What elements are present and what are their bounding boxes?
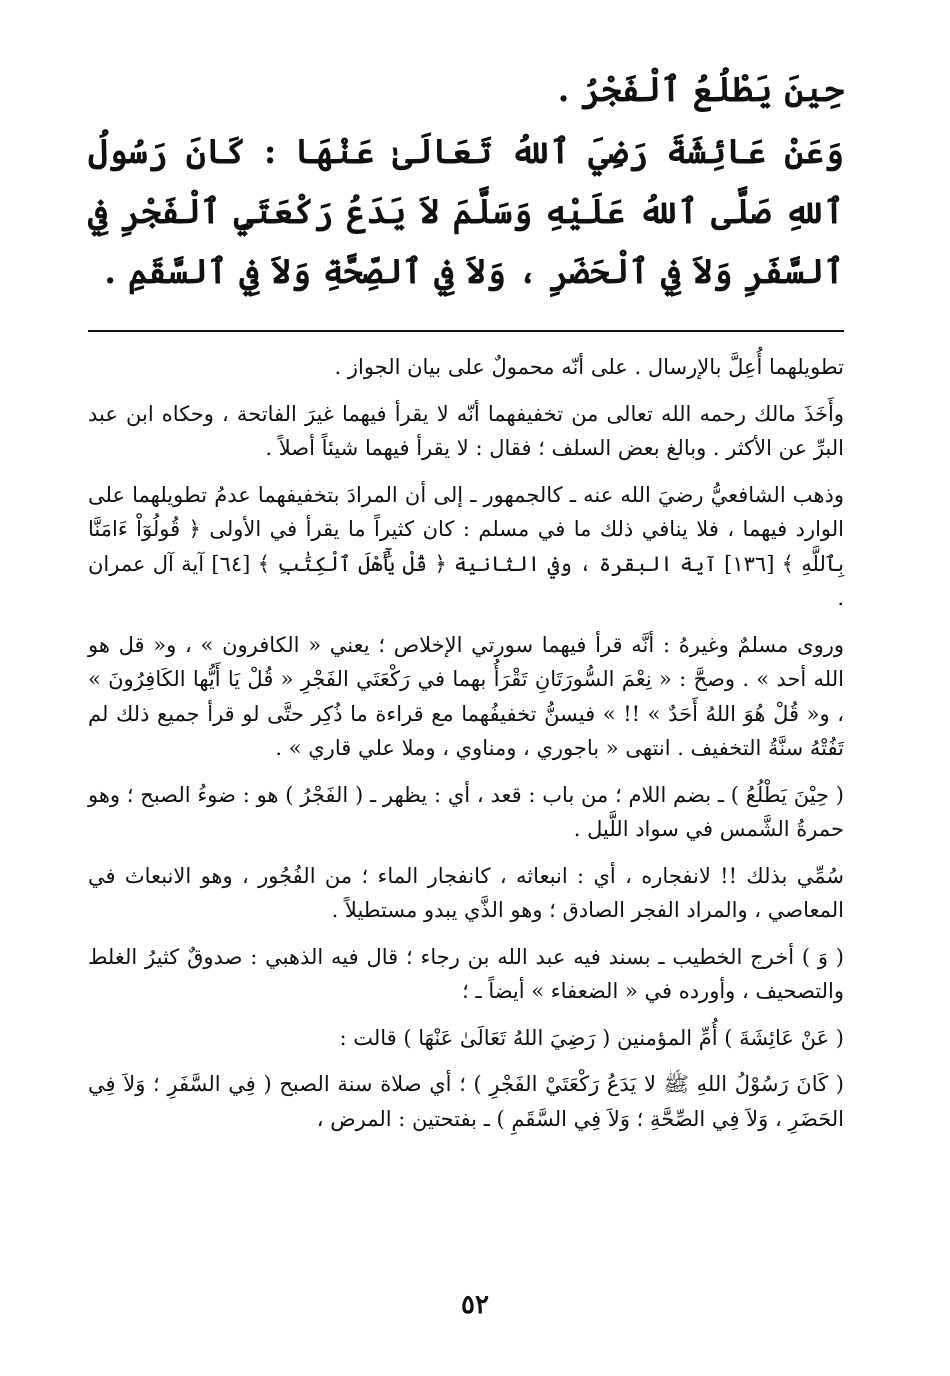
commentary-paragraph: سُمِّي بذلك !! لانفجاره ، أي : انبعاثه ، كانفجار الماء ؛ من الفُجُور ، وهو الانبعاث في المعاصي ، والمراد الفجر الصادق ؛ وهو الذَّي يبدو مستطيلاً . [88, 863, 844, 922]
separator-rule [88, 330, 844, 332]
page-number: ٥٢ [461, 1290, 489, 1320]
commentary-paragraph: تطويلهما أُعِلَّ بالإرسال . على أنّه محمولٌ على بيان الجواز . [334, 355, 844, 379]
commentary-block [88, 350, 844, 1148]
commentary-paragraph: ( كَانَ رَسُوْلُ اللهِ ﷺ لا يَدَعُ رَكْعَتَيْ الفَجْرِ ) ؛ أي صلاة سنة الصبح ( فِي السَّفَرِ ؛ وَلاَ فِي الحَضَرِ ، وَلاَ فِي الصِّحَّةِ ؛ وَلاَ فِي السَّقَمِ ) ـ بفتحتين : المرض ، [88, 1072, 844, 1131]
matn-opening-line: حِينَ يَطْلُعُ ٱلْفَجْرُ . [557, 70, 844, 110]
matn-text [88, 60, 844, 302]
commentary-paragraph: وروى مسلمٌ وغيرهُ : أنَّه قرأ فيهما سورتي الإخلاص ؛ يعني « الكافرون » ، و« قل هو الله أحد » . وصحَّ : « نِعْمَ السُّورَتَانِ تَقْرَأُ بهما في رَكْعَتَي الفَجْرِ « قُلْ يَا أَيُّها الكَافِرُونَ » ، و« قُلْ هُوَ اللهُ أَحَدٌ » !! » فيسنُّ تخفيفُهما مع قراءة ما ذُكِر حتَّى لو قرأ جميع ذلك لم تَفُتْهُ سنَّةُ التخفيف . انتهى « باجوري ، ومناوي ، وملا علي قاري » . [88, 632, 845, 760]
commentary-paragraph: ( وَ ) أخرج الخطيب ـ بسند فيه عبد الله بن رجاء ؛ قال فيه الذهبي : صدوقٌ كثيرُ الغلط والتصحيف ، وأورده في « الضعفاء » أيضاً ـ ؛ [88, 944, 844, 1003]
commentary-paragraph: وذهب الشافعيُّ رضيَ الله عنه ـ كالجمهور ـ إلى أن المرادَ بتخفيفهما عدمُ تطويلهما على الوارد فيهما ، فلا ينافي ذلك ما في مسلم : كان كثيراً ما يقرأ في الأولى ﴿ قُولُوٓاْ ءَامَنَّا بِٱللَّهِ ﴾ [١٣٦] آية البقرة ، وفي الثانية ﴿ قُلْ يَٰٓأَهْلَ ٱلْكِتَٰبِ ﴾ [٦٤] آية آل عمران . [88, 482, 844, 610]
commentary-paragraph: وأَخَذَ مالك رحمه الله تعالى من تخفيفهما أنّه لا يقرأ فيهما غيرَ الفاتحة ، وحكاه ابن عبد البرِّ عن الأكثر . وبالغ بعض السلف ؛ فقال : لا يقرأ فيهما شيئاً أصلاً . [88, 401, 844, 460]
matn-hadith-paragraph: وَعَنْ عَائِشَةَ رَضِيَ ٱللهُ تَعَالَىٰ عَنْهَا : كَانَ رَسُولُ ٱللهِ صَلَّى ٱللهُ عَلَيْهِ وَسَلَّمَ لاَ يَدَعُ رَكْعَتَيِ ٱلْفَجْرِ فِي ٱلسَّفَرِ وَلاَ فِي ٱلْحَضَرِ ، وَلاَ فِي ٱلصِّحَّةِ وَلاَ فِي ٱلسَّقَمِ . [88, 132, 844, 292]
main-text-block [88, 60, 844, 302]
commentary-paragraph: ( حِيْنَ يَطْلُعُ ) ـ بضم اللام ؛ من باب : قعد ، أي : يظهر ـ ( الفَجْرُ ) هو : ضوءُ الصبح ؛ وهو حمرةُ الشَّمس في سواد اللَّيل . [88, 782, 844, 841]
commentary-paragraph: ( عَنْ عَائِشَةَ ) أُمِّ المؤمنين ( رَضِيَ اللهُ تَعَالَىٰ عَنْهَا ) قالت : [339, 1025, 844, 1050]
